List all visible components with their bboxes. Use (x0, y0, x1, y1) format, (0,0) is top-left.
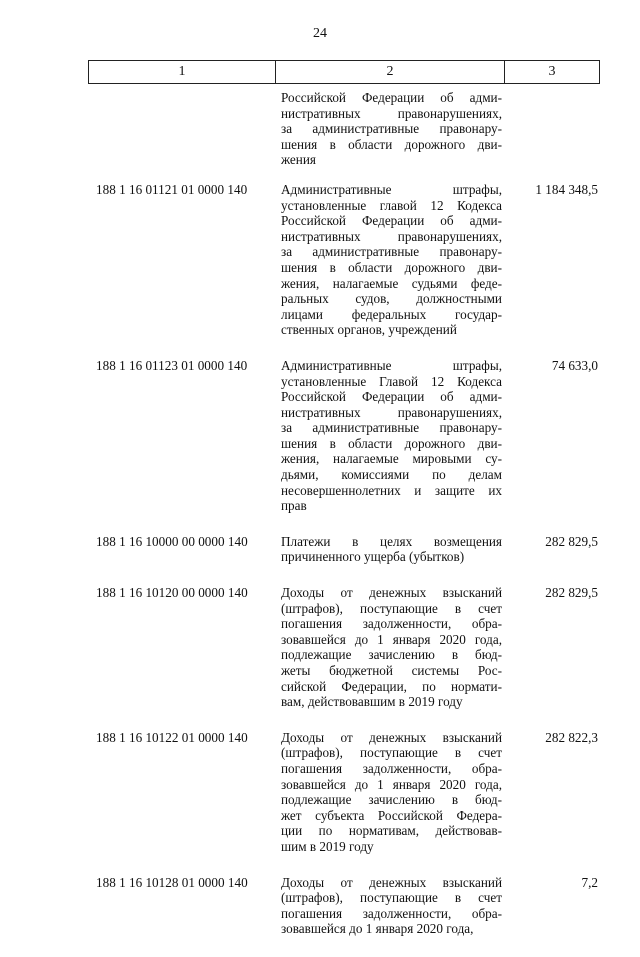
description-line: несовершеннолетних и защите их (281, 482, 502, 498)
budget-code-cell: 188 1 16 10120 00 0000 140 (96, 585, 248, 601)
table-row (88, 90, 600, 168)
budget-code-cell (88, 90, 275, 168)
header-cell-name: 2 (276, 61, 505, 83)
table-header-row (88, 60, 600, 84)
budget-code-cell: 188 1 16 10000 00 0000 140 (96, 533, 248, 549)
amount-cell: 74 633,0 (551, 357, 598, 373)
description-line: жения, налагаемые мировыми су- (281, 451, 502, 467)
table-row (88, 534, 600, 565)
description-line: причиненного ущерба (убытков) (281, 549, 465, 565)
description-cell (275, 182, 504, 338)
amount-cell: 282 829,5 (545, 533, 598, 549)
description-line: погашения задолженности, обра- (281, 760, 502, 776)
description-line: Российской Федерации об адми- (281, 213, 502, 229)
description-line: за административные правонару- (281, 121, 502, 137)
table-row (88, 730, 600, 855)
description-line: шения в области дорожного дви- (281, 136, 502, 152)
table-row (88, 875, 600, 937)
description-line: Доходы от денежных взысканий (281, 729, 502, 745)
description-cell (275, 534, 504, 565)
description-line: установленные Главой 12 Кодекса (281, 373, 502, 389)
description-line: нистративных правонарушениях, (281, 105, 502, 121)
budget-code-cell: 188 1 16 01123 01 0000 140 (96, 357, 248, 373)
description-cell (275, 90, 504, 168)
description-line: шим в 2019 году (281, 838, 374, 854)
budget-code-cell: 188 1 16 01121 01 0000 140 (96, 181, 248, 197)
description-line: нистративных правонарушениях, (281, 228, 502, 244)
description-line: Доходы от денежных взысканий (281, 585, 502, 601)
table-row (88, 358, 600, 514)
description-line: вам, действовавшим в 2019 году (281, 694, 463, 710)
description-line: зовавшейся до 1 января 2020 года, (281, 631, 502, 647)
description-line: Административные штрафы, (281, 181, 502, 197)
amount-cell: 282 822,3 (545, 729, 598, 745)
description-line: шения в области дорожного дви- (281, 259, 502, 275)
amount-cell (504, 90, 600, 168)
description-line: погашения задолженности, обра- (281, 905, 502, 921)
description-line: Платежи в целях возмещения (281, 533, 502, 549)
header-cell-code: 1 (89, 61, 276, 83)
description-line: жеты бюджетной системы Рос- (281, 663, 502, 678)
amount-cell: 7,2 (581, 874, 598, 890)
description-line: дьями, комиссиями по делам (281, 467, 502, 483)
description-line: за административные правонару- (281, 420, 502, 436)
table-row (88, 585, 600, 710)
description-line: (штрафов), поступающие в счет (281, 745, 502, 761)
description-line: ральных судов, должностными (281, 291, 502, 307)
description-line: ции по нормативам, действовав- (281, 823, 502, 839)
description-line: зовавшейся до 1 января 2020 года, (281, 776, 502, 792)
description-line: установленные главой 12 Кодекса (281, 197, 502, 213)
header-cell-amount: 3 (548, 64, 556, 79)
table-row (88, 182, 600, 338)
description-line: (штрафов), поступающие в счет (281, 890, 502, 906)
description-line: шения в области дорожного дви- (281, 435, 502, 451)
description-cell (275, 585, 504, 710)
description-line: зовавшейся до 1 января 2020 года, (281, 921, 474, 937)
description-line: прав (281, 498, 307, 514)
description-line: жения, налагаемые судьями феде- (281, 275, 502, 291)
description-line: ственных органов, учреждений (281, 322, 457, 338)
description-line: подлежащие зачислению в бюд- (281, 647, 502, 663)
description-line: нистративных правонарушениях, (281, 404, 502, 420)
table-body (88, 90, 600, 957)
budget-code-cell: 188 1 16 10128 01 0000 140 (96, 874, 248, 890)
description-line: Российской Федерации об адми- (281, 389, 502, 405)
amount-cell: 1 184 348,5 (535, 181, 598, 197)
page-number: 24 (313, 26, 327, 41)
description-line: за административные правонару- (281, 244, 502, 260)
budget-code-cell: 188 1 16 10122 01 0000 140 (96, 729, 248, 745)
description-line: погашения задолженности, обра- (281, 616, 502, 632)
description-line: (штрафов), поступающие в счет (281, 600, 502, 616)
description-line: Доходы от денежных взысканий (281, 874, 502, 890)
description-line: подлежащие зачислению в бюд- (281, 792, 502, 808)
amount-cell: 282 829,5 (545, 585, 598, 601)
description-line: сийской Федерации, по нормати- (281, 678, 502, 694)
description-line: жения (281, 152, 316, 168)
description-cell (275, 358, 504, 514)
description-line: лицами федеральных государ- (281, 306, 502, 322)
description-cell (275, 730, 504, 855)
description-line: Российской Федерации об адми- (281, 90, 502, 105)
description-line: жет субъекта Российской Федера- (281, 807, 502, 823)
description-cell (275, 875, 504, 937)
description-line: Административные штрафы, (281, 357, 502, 373)
